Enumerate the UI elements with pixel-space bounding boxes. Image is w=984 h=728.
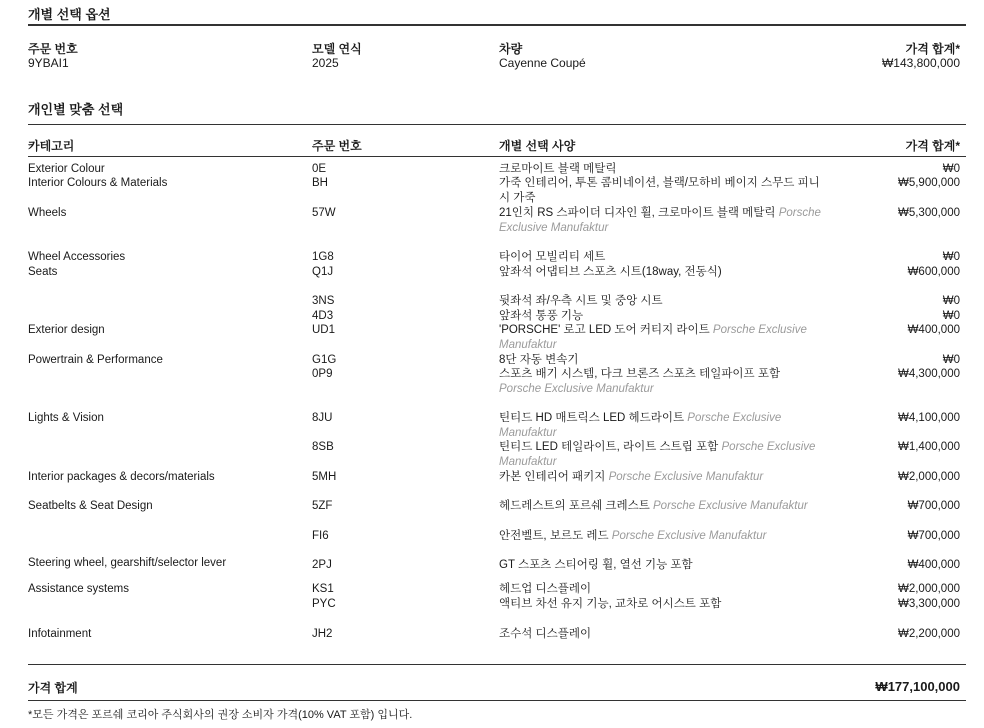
row-manufaktur-tag: Porsche Exclusive Manufaktur bbox=[611, 530, 767, 542]
row-code: 4D3 bbox=[312, 310, 334, 322]
total-divider-bottom bbox=[28, 700, 966, 701]
row-price: ₩0 bbox=[942, 251, 960, 263]
row-price: ₩400,000 bbox=[907, 559, 960, 571]
row-description bbox=[499, 309, 821, 324]
row-category: Lights & Vision bbox=[28, 412, 104, 424]
row-code: 8SB bbox=[312, 441, 334, 453]
row-desc-text: 8단 자동 변속기 bbox=[499, 354, 579, 366]
row-code: 5MH bbox=[312, 471, 337, 483]
row-code: 2PJ bbox=[312, 559, 332, 571]
row-price: ₩0 bbox=[942, 310, 960, 322]
footnote: *모든 가격은 포르쉐 코리아 주식회사의 권장 소비자 가격(10% VAT 포함) 입니다. bbox=[28, 709, 413, 721]
total-divider-top bbox=[28, 664, 966, 665]
row-code: 1G8 bbox=[312, 251, 334, 263]
row-code: BH bbox=[312, 177, 328, 189]
row-manufaktur-tag: Porsche Exclusive Manufaktur bbox=[499, 412, 782, 439]
summary-section bbox=[0, 40, 984, 74]
options-divider bbox=[28, 124, 966, 125]
row-manufaktur-tag: Porsche Exclusive Manufaktur bbox=[653, 500, 808, 512]
row-category: Wheels bbox=[28, 207, 67, 219]
row-code: 0E bbox=[312, 163, 327, 175]
row-price: ₩700,000 bbox=[907, 500, 960, 512]
row-price: ₩5,900,000 bbox=[897, 177, 960, 189]
row-price: ₩4,100,000 bbox=[897, 412, 960, 424]
row-code: FI6 bbox=[312, 530, 329, 542]
summary-model-year-value: 2025 bbox=[312, 56, 339, 70]
summary-header-model-year: 모델 연식 bbox=[312, 42, 362, 56]
row-description bbox=[499, 162, 821, 177]
summary-order-value: 9YBAI1 bbox=[28, 56, 69, 70]
row-price: ₩3,300,000 bbox=[897, 598, 960, 610]
row-code: JH2 bbox=[312, 628, 333, 640]
row-desc-text: 카본 인테리어 패키지 bbox=[499, 471, 606, 483]
col-header-description: 개별 선택 사양 bbox=[499, 139, 576, 153]
table-header-divider bbox=[28, 156, 966, 157]
row-code: 0P9 bbox=[312, 368, 333, 380]
row-code: PYC bbox=[312, 598, 336, 610]
row-price: ₩0 bbox=[942, 354, 960, 366]
row-desc-text: GT 스포츠 스티어링 휠, 열선 기능 포함 bbox=[499, 559, 693, 571]
page-title: 개별 선택 옵션 bbox=[28, 7, 111, 22]
row-category: Powertrain & Performance bbox=[28, 354, 163, 366]
row-desc-text: 타이어 모빌리티 세트 bbox=[499, 251, 606, 263]
row-category: Exterior design bbox=[28, 324, 105, 336]
row-price: ₩5,300,000 bbox=[897, 207, 960, 219]
row-manufaktur-tag: Porsche Exclusive Manufaktur bbox=[499, 207, 821, 234]
row-manufaktur-tag: Porsche Exclusive Manufaktur bbox=[499, 324, 807, 351]
row-desc-text: 틴티드 HD 매트릭스 LED 헤드라이트 bbox=[499, 412, 685, 424]
total-row bbox=[0, 679, 984, 695]
row-category: Infotainment bbox=[28, 628, 92, 640]
row-description bbox=[499, 597, 821, 612]
row-desc-text: 조수석 디스플레이 bbox=[499, 628, 592, 640]
row-price: ₩2,000,000 bbox=[897, 583, 960, 595]
row-description bbox=[499, 558, 821, 573]
row-code: UD1 bbox=[312, 324, 336, 336]
row-description bbox=[499, 411, 821, 440]
row-code: 57W bbox=[312, 207, 336, 219]
row-price: ₩0 bbox=[942, 295, 960, 307]
total-label: 가격 합계 bbox=[28, 681, 78, 695]
row-price: ₩400,000 bbox=[907, 324, 960, 336]
row-manufaktur-tag: Porsche Exclusive Manufaktur bbox=[608, 471, 764, 483]
row-description bbox=[499, 206, 821, 235]
summary-price-value: ₩143,800,000 bbox=[881, 56, 960, 70]
row-manufaktur-tag: Porsche Exclusive Manufaktur bbox=[499, 441, 816, 468]
row-description bbox=[499, 250, 821, 265]
row-description bbox=[499, 323, 821, 352]
row-desc-text: 헤드레스트의 포르쉐 크레스트 bbox=[499, 500, 650, 512]
summary-header-price: 가격 합계* bbox=[905, 42, 960, 56]
total-value: ₩177,100,000 bbox=[875, 679, 960, 694]
summary-header-vehicle: 차량 bbox=[499, 42, 523, 56]
row-desc-text: 'PORSCHE' 로고 LED 도어 커티지 라이트 bbox=[499, 324, 710, 336]
row-description bbox=[499, 440, 821, 469]
row-category: Interior Colours & Materials bbox=[28, 177, 168, 189]
row-description bbox=[499, 353, 821, 368]
row-description bbox=[499, 294, 821, 309]
row-code: G1G bbox=[312, 354, 337, 366]
row-category: Exterior Colour bbox=[28, 163, 105, 175]
row-price: ₩0 bbox=[942, 163, 960, 175]
row-code: 3NS bbox=[312, 295, 335, 307]
row-desc-text: 헤드업 디스플레이 bbox=[499, 583, 592, 595]
row-desc-text: 틴티드 LED 테일라이트, 라이트 스트립 포함 bbox=[499, 441, 719, 453]
col-header-price: 가격 합계* bbox=[905, 139, 960, 153]
row-price: ₩4,300,000 bbox=[897, 368, 960, 380]
options-title: 개인별 맞춤 선택 bbox=[28, 102, 124, 117]
row-description bbox=[499, 499, 821, 514]
col-header-code: 주문 번호 bbox=[312, 139, 362, 153]
row-desc-text: 가죽 인테리어, 투톤 콤비네이션, 블랙/모하비 베이지 스무드 피니시 가죽 bbox=[499, 177, 820, 204]
row-code: KS1 bbox=[312, 583, 334, 595]
row-category: Seatbelts & Seat Design bbox=[28, 500, 153, 512]
row-category: Interior packages & decors/materials bbox=[28, 471, 215, 483]
row-description bbox=[499, 470, 821, 485]
row-desc-text: 21인치 RS 스파이더 디자인 휠, 크로마이트 블랙 메탈릭 bbox=[499, 207, 776, 219]
summary-header-order: 주문 번호 bbox=[28, 42, 78, 56]
row-desc-text: 안전벨트, 보르도 레드 bbox=[499, 530, 609, 542]
row-desc-text: 뒷좌석 좌/우측 시트 및 중앙 시트 bbox=[499, 295, 663, 307]
col-header-category: 카테고리 bbox=[28, 139, 75, 153]
row-description bbox=[499, 627, 821, 642]
table-header bbox=[0, 137, 984, 153]
row-desc-text: 앞좌석 어댑티브 스포츠 시트(18way, 전동식) bbox=[499, 266, 722, 278]
row-category: Wheel Accessories bbox=[28, 251, 126, 263]
row-code: 8JU bbox=[312, 412, 333, 424]
row-code: 5ZF bbox=[312, 500, 333, 512]
row-price: ₩1,400,000 bbox=[897, 441, 960, 453]
row-code: Q1J bbox=[312, 266, 334, 278]
row-price: ₩2,000,000 bbox=[897, 471, 960, 483]
row-category: Steering wheel, gearshift/selector lever bbox=[28, 557, 227, 569]
row-desc-text: 액티브 차선 유지 기능, 교차로 어시스트 포함 bbox=[499, 598, 722, 610]
row-price: ₩2,200,000 bbox=[897, 628, 960, 640]
row-description bbox=[499, 176, 821, 205]
row-category: Assistance systems bbox=[28, 583, 129, 595]
row-price: ₩600,000 bbox=[907, 266, 960, 278]
title-divider bbox=[28, 24, 966, 26]
row-desc-text: 앞좌석 통풍 기능 bbox=[499, 310, 584, 322]
row-desc-text: 크로마이트 블랙 메탈릭 bbox=[499, 163, 617, 175]
row-description bbox=[499, 529, 821, 544]
row-price: ₩700,000 bbox=[907, 530, 960, 542]
row-manufaktur-tag: Porsche Exclusive Manufaktur bbox=[499, 382, 654, 395]
row-category: Seats bbox=[28, 266, 58, 278]
row-desc-text: 스포츠 배기 시스템, 다크 브론즈 스포츠 테일파이프 포함 bbox=[499, 368, 781, 380]
row-description bbox=[499, 582, 821, 597]
row-description bbox=[499, 367, 821, 396]
summary-vehicle-value: Cayenne Coupé bbox=[499, 56, 586, 70]
row-description bbox=[499, 265, 821, 280]
